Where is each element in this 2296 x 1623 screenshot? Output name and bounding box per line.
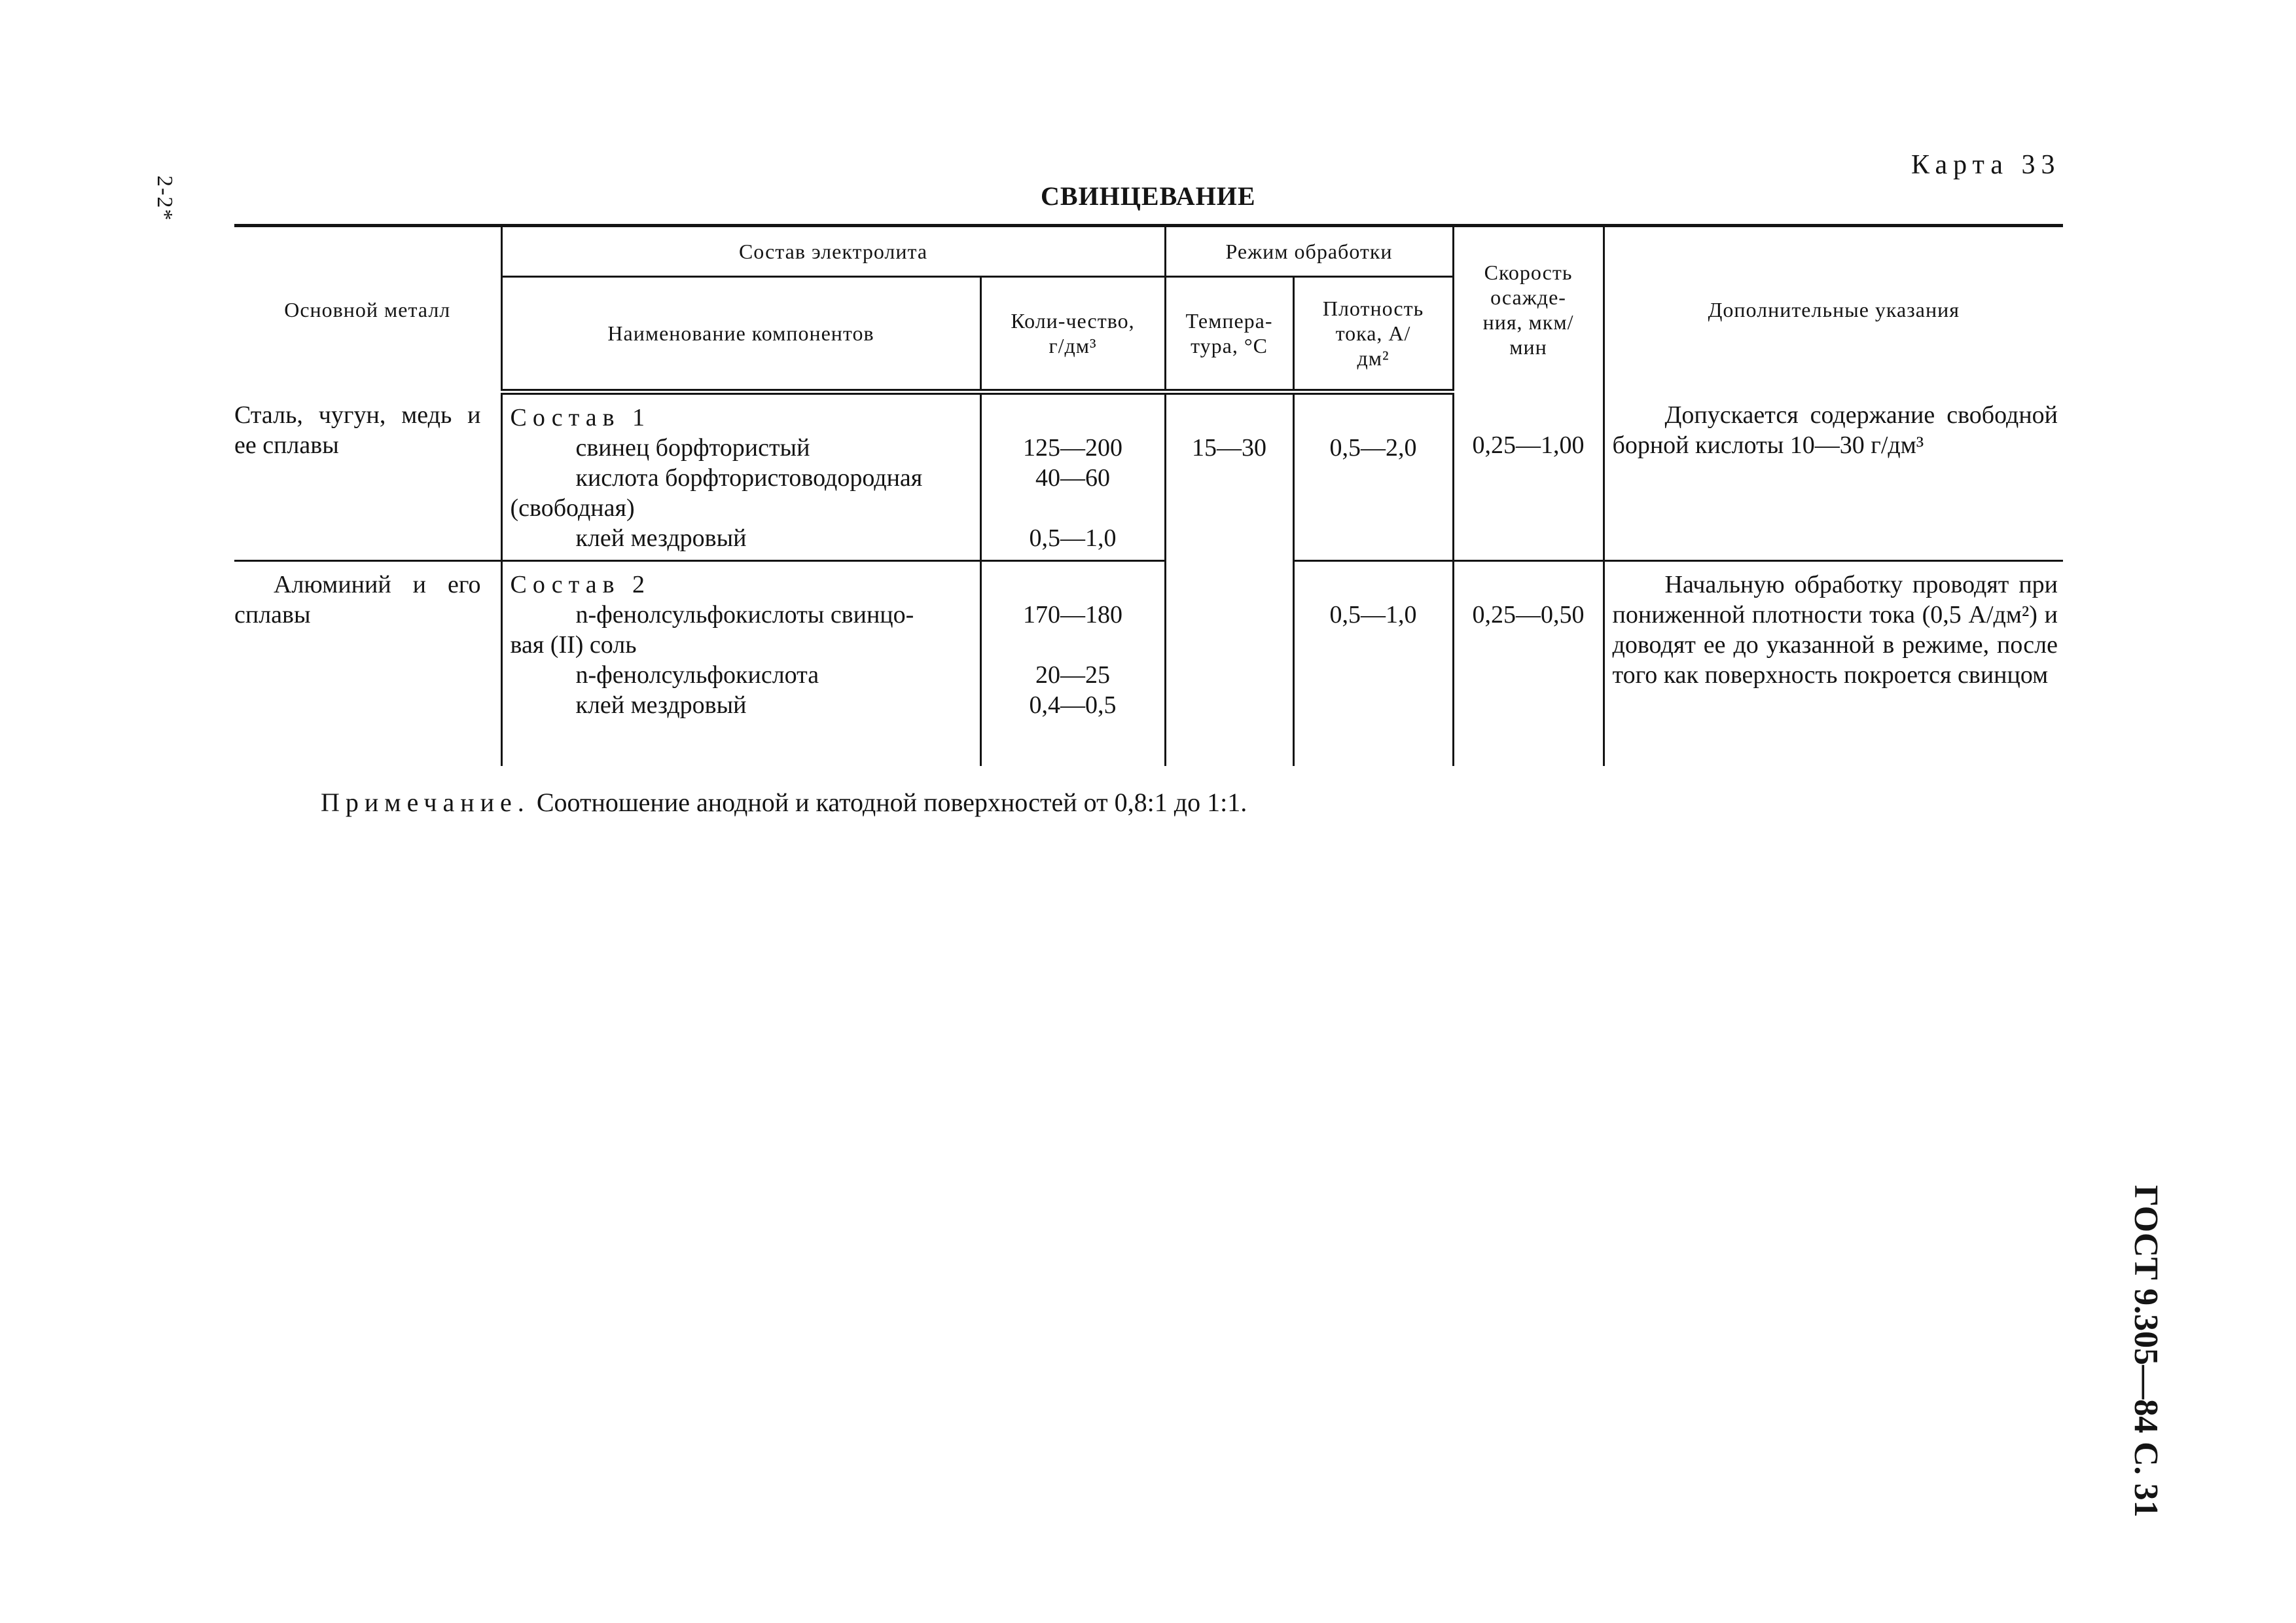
- table-row: [234, 561, 2063, 767]
- density-value: 0,5—2,0: [1329, 434, 1417, 462]
- header-base-metal: Основной металл: [234, 226, 501, 392]
- component-qty: 20—25: [1035, 661, 1110, 689]
- density-cell: [1293, 392, 1453, 561]
- rate-cell: [1453, 392, 1604, 561]
- component-qty: 170—180: [1023, 601, 1122, 629]
- metal-cell: [234, 561, 501, 767]
- temperature-value: 15—30: [1192, 434, 1267, 462]
- component-name: клей мездровый: [575, 524, 747, 552]
- footnote-text: Соотношение анодной и катодной поверхностей от 0,8:1 до 1:1.: [536, 788, 1247, 817]
- component-name: клей мездровый: [575, 691, 747, 719]
- electroplating-table: [234, 224, 2063, 766]
- density-value: 0,5—1,0: [1329, 601, 1417, 629]
- header-component-name: Наименование компонентов: [501, 277, 980, 392]
- note-cell: [1604, 392, 2063, 561]
- component-qty: 125—200: [1023, 434, 1122, 462]
- composition-title: Состав 1: [510, 404, 651, 431]
- component-qty: 0,4—0,5: [1029, 691, 1117, 719]
- metal-cell: Сталь, чугун, медь и ее сплавы: [234, 392, 501, 561]
- composition-title: Состав 2: [510, 571, 651, 598]
- page-title: СВИНЦЕВАНИЕ: [1041, 181, 1256, 211]
- header-temperature: Темпера-тура, °С: [1165, 277, 1293, 392]
- table-row: [234, 392, 2063, 561]
- component-qty: 0,5—1,0: [1029, 524, 1117, 552]
- density-cell: [1293, 561, 1453, 767]
- rate-value: 0,25—1,00: [1472, 431, 1585, 459]
- header-quantity: Коли-чество, г/дм³: [980, 277, 1165, 392]
- header-rate: Скорость осажде-ния, мкм/мин: [1453, 226, 1604, 392]
- component-name: n-фенолсульфокислоты свинцо-: [575, 601, 914, 629]
- note-text: Начальную обработку проводят при пониженной плотности тока (0,5 А/дм²) и доводят ее до указанной в режиме, после того как поверхность покроется свинцом: [1612, 571, 2058, 689]
- rate-value: 0,25—0,50: [1472, 601, 1585, 629]
- rate-cell: [1453, 561, 1604, 767]
- metal-text: Алюминий и его сплавы: [234, 571, 481, 629]
- gost-footer: ГОСТ 9.305—84 С. 31: [2127, 1185, 2164, 1518]
- component-name: вая (II) соль: [510, 631, 637, 659]
- quantity-cell: [980, 561, 1165, 767]
- component-name: (свободная): [510, 494, 635, 522]
- header-notes: Дополнительные указания: [1604, 226, 2063, 392]
- card-label: Карта 33: [1911, 150, 2061, 180]
- note-text: Допускается содержание свободной борной кислоты 10—30 г/дм³: [1612, 401, 2058, 459]
- component-name: свинец борфтористый: [575, 434, 810, 462]
- note-cell: [1604, 561, 2063, 767]
- footnote: [321, 787, 1247, 818]
- components-cell: [501, 561, 980, 767]
- component-name: n-фенолсульфокислота: [575, 661, 819, 689]
- header-electrolyte: Состав электролита: [501, 226, 1165, 277]
- header-mode: Режим обработки: [1165, 226, 1453, 277]
- temperature-cell: [1165, 392, 1293, 767]
- quantity-cell: [980, 392, 1165, 561]
- components-cell: [501, 392, 980, 561]
- component-qty: 40—60: [1035, 464, 1110, 492]
- footnote-label: Примечание.: [321, 788, 530, 817]
- header-density: Плотность тока, А/дм²: [1293, 277, 1453, 392]
- page-side-mark: 2-2*: [152, 175, 177, 222]
- component-name: кислота борфтористоводородная: [575, 464, 923, 492]
